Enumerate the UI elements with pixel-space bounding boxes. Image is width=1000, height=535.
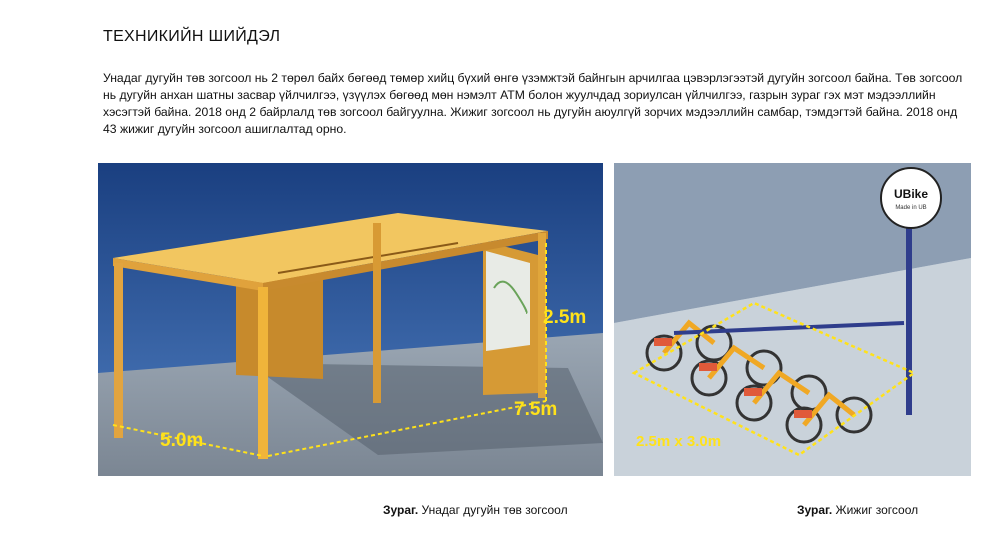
size-label: 2.5m x 3.0m <box>636 433 722 450</box>
column-front-left <box>114 263 123 438</box>
bike-basket <box>699 363 717 371</box>
sign-pole <box>906 215 912 415</box>
right-caption-prefix: Зураг. <box>797 503 833 517</box>
depth-label: 7.5m <box>514 399 558 420</box>
width-label: 5.0m <box>160 430 204 451</box>
height-label: 2.5m <box>543 307 587 328</box>
page-title: ТЕХНИКИЙН ШИЙДЭЛ <box>103 28 281 45</box>
map-panel <box>486 251 530 351</box>
central-station-illustration <box>98 163 603 476</box>
column-front-right <box>258 287 268 459</box>
bike-basket <box>794 410 812 418</box>
sign-brand: UBike <box>893 187 929 201</box>
sign-tagline: Made in UB <box>895 205 927 211</box>
bike-basket <box>744 388 762 396</box>
right-caption-text: Жижиг зогсоол <box>835 503 919 517</box>
left-caption-prefix: Зураг. <box>383 503 419 517</box>
left-caption-text: Унадаг дугуйн төв зогсоол <box>421 503 568 517</box>
small-station-render <box>614 163 971 476</box>
bike-basket <box>654 338 672 346</box>
description-paragraph: Унадаг дугуйн төв зогсоол нь 2 төрөл байх бөгөөд төмөр хийц бүхий өнгө үзэмжтэй байнгын арчилгаа цэвэрлэгээтэй дугуйн зогсоол байна. Төв зогсоол нь дугуйн анхан шатны засвар үйлчилгээ, үзүүлэх бөгөөд мөн нэмэлт АТМ болон жуулчдад зориулсан үйлчилгээ, газрын зураг гэх мэт мэдээллийн хэсэгтэй байна. 2018 онд 2 байрлалд төв зогсоол байгуулна. Жижиг зогсоол нь дугуйн аюулгүй зорчих мэдээллийн самбар, тэмдэгтэй байна. 2018 онд 43 жижиг дугуйн зогсоол ашиглалтад орно. <box>103 71 963 136</box>
central-station-render <box>98 163 603 476</box>
small-station-illustration <box>614 163 971 476</box>
right-caption <box>797 503 918 517</box>
column-back-left <box>373 223 381 403</box>
left-caption <box>383 503 568 517</box>
